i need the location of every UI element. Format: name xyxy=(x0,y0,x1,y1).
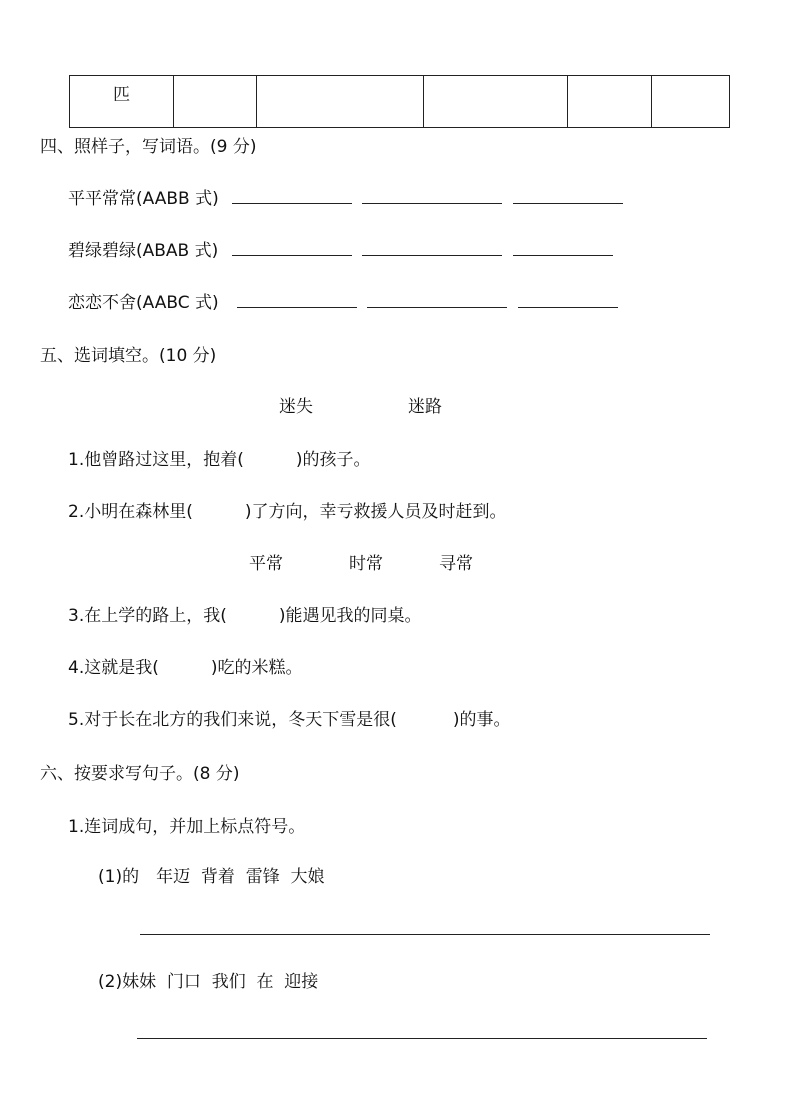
question-1 xyxy=(68,445,371,470)
question-4 xyxy=(68,653,303,678)
table-cell xyxy=(424,76,568,128)
question-text: 2.小明在森林里( xyxy=(68,502,193,522)
table-cell xyxy=(70,76,174,128)
question-text: 5.对于长在北方的我们来说，冬天下雪是很( xyxy=(68,710,397,730)
question-text: )了方向，幸亏救援人员及时赶到。 xyxy=(244,502,507,522)
question-text: 4.这就是我( xyxy=(68,658,159,678)
word-choice: 时常 xyxy=(349,554,383,574)
sentence-item-1: (1)的 年迈 背着 雷锋 大娘 xyxy=(98,867,325,887)
question-text: )的事。 xyxy=(452,710,511,730)
answer-blank[interactable] xyxy=(518,307,618,308)
question-text: )吃的米糕。 xyxy=(210,658,303,678)
question-text: )的孩子。 xyxy=(295,450,371,470)
answer-blank[interactable] xyxy=(367,307,507,308)
answer-blank[interactable] xyxy=(237,307,357,308)
word-choice: 迷失 xyxy=(279,397,313,417)
sentence-item-2: (2)妹妹 门口 我们 在 迎接 xyxy=(98,972,319,992)
section6-heading: 六、按要求写句子。(8 分) xyxy=(40,764,240,784)
table-row xyxy=(70,76,730,128)
answer-blank[interactable] xyxy=(362,255,502,256)
cell-text: 匹 xyxy=(113,85,130,105)
word-choice: 迷路 xyxy=(408,397,442,417)
question-3 xyxy=(68,601,422,626)
example-word-abab: 碧绿碧绿(ABAB 式) xyxy=(68,241,219,261)
table-cell xyxy=(568,76,652,128)
question-2 xyxy=(68,497,507,522)
answer-blank[interactable] xyxy=(513,255,613,256)
example-word-aabc: 恋恋不舍(AABC 式) xyxy=(68,293,219,313)
answer-blank[interactable] xyxy=(232,203,352,204)
answer-blank[interactable] xyxy=(362,203,502,204)
answer-blank[interactable] xyxy=(513,203,623,204)
question-text: 1.他曾路过这里，抱着( xyxy=(68,450,244,470)
table-cell xyxy=(652,76,730,128)
top-table xyxy=(69,75,730,128)
word-choice: 寻常 xyxy=(439,554,473,574)
task-1: 1.连词成句，并加上标点符号。 xyxy=(68,817,306,837)
question-text: 3.在上学的路上，我( xyxy=(68,606,227,626)
answer-line[interactable] xyxy=(140,934,710,935)
question-5 xyxy=(68,705,511,730)
question-text: )能遇见我的同桌。 xyxy=(278,606,422,626)
table-cell xyxy=(174,76,257,128)
example-word-aabb: 平平常常(AABB 式) xyxy=(68,189,219,209)
word-choice: 平常 xyxy=(249,554,283,574)
section4-heading: 四、照样子，写词语。(9 分) xyxy=(40,137,257,157)
answer-line[interactable] xyxy=(137,1038,707,1039)
section5-heading: 五、选词填空。(10 分) xyxy=(40,346,217,366)
answer-blank[interactable] xyxy=(232,255,352,256)
table-cell xyxy=(257,76,424,128)
